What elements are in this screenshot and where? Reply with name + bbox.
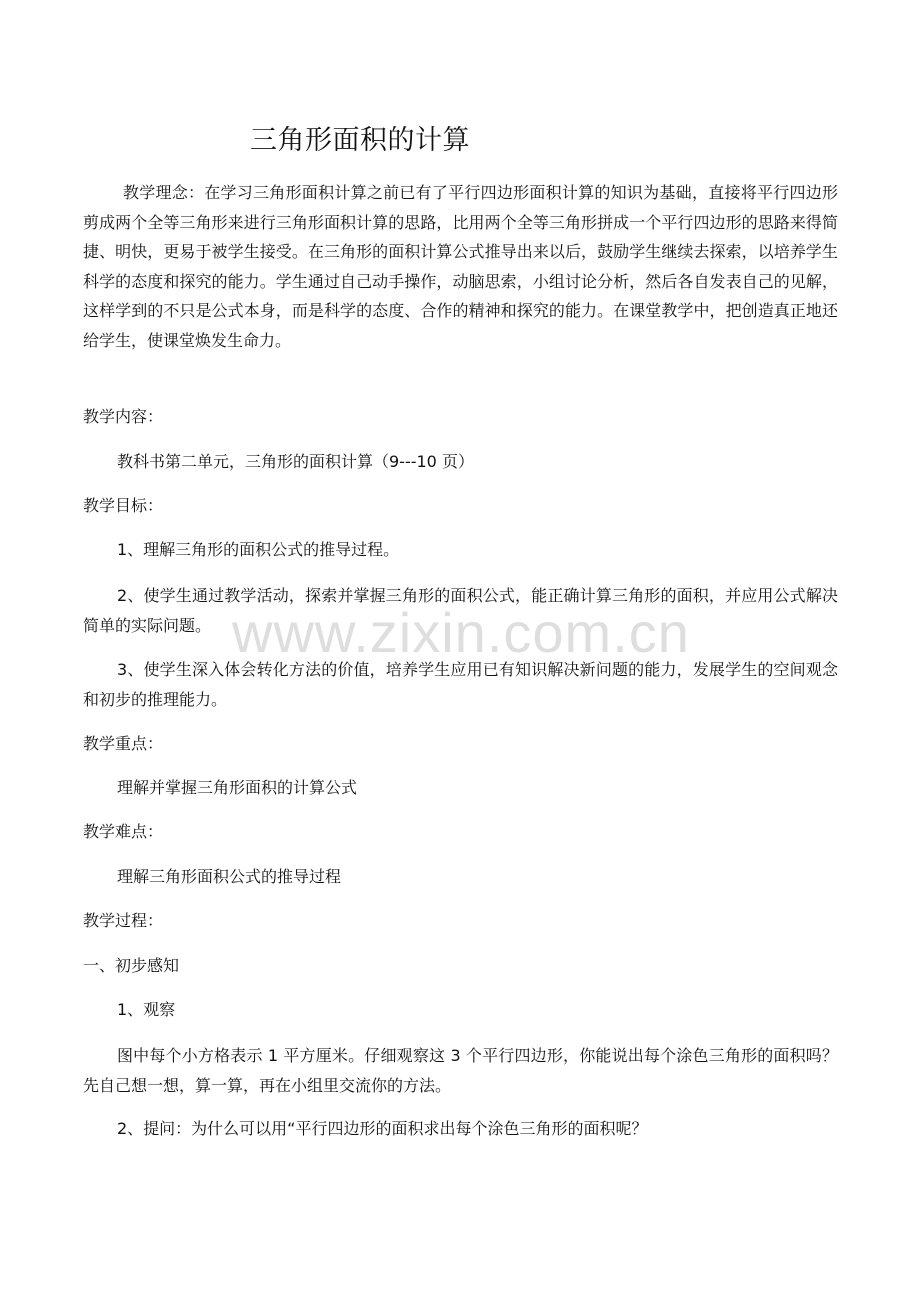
goal-2: 2、使学生通过教学活动，探索并掌握三角形的面积公式，能正确计算三角形的面积，并应用公式解决简单的实际问题。 bbox=[83, 586, 838, 635]
section-heading: 一、初步感知 bbox=[83, 956, 180, 975]
process-label: 教学过程： bbox=[83, 911, 164, 930]
goal-1: 1、理解三角形的面积公式的推导过程。 bbox=[117, 540, 400, 559]
page-title: 三角形面积的计算 bbox=[250, 125, 470, 156]
step-1-text: 图中每个小方格表示 1 平方厘米。仔细观察这 3 个平行四边形，你能说出每个涂色三角形的面积吗？先自己想一想，算一算，再在小组里交流你的方法。 bbox=[83, 1046, 838, 1095]
step-2-text: 2、提问：为什么可以用“平行四边形的面积求出每个涂色三角形的面积呢？ bbox=[117, 1119, 648, 1138]
goal-3: 3、使学生深入体会转化方法的价值，培养学生应用已有知识解决新问题的能力，发展学生的空间观念和初步的推理能力。 bbox=[83, 660, 838, 709]
key-point-label: 教学重点： bbox=[83, 734, 164, 753]
difficulty-label: 教学难点： bbox=[83, 822, 164, 841]
key-point-text: 理解并掌握三角形面积的计算公式 bbox=[117, 778, 358, 797]
step-1-heading: 1、观察 bbox=[117, 1000, 176, 1019]
watermark: www.zixin.com.cn bbox=[232, 601, 690, 664]
difficulty-text: 理解三角形面积公式的推导过程 bbox=[117, 867, 342, 886]
goals-label: 教学目标： bbox=[83, 496, 164, 515]
teaching-philosophy-paragraph: 教学理念：在学习三角形面积计算之前已有了平行四边形面积计算的知识为基础，直接将平行四边形剪成两个全等三角形来进行三角形面积计算的思路，比用两个全等三角形拼成一个平行四边形的思路来得简捷、明快，更易于被学生接受。在三角形的面积计算公式推导出来以后，鼓励学生继续去探索，以培养学生科学的态度和探究的能力。学生通过自己动手操作，动脑思索，小组讨论分析，然后各自发表自己的见解，这样学到的不只是公式本身，而是科学的态度、合作的精神和探究的能力。在课堂教学中，把创造真正地还给学生，使课堂焕发生命力。 bbox=[83, 183, 838, 350]
content-text: 教科书第二单元，三角形的面积计算（9---10 页） bbox=[117, 452, 474, 471]
content-label: 教学内容： bbox=[83, 407, 164, 426]
